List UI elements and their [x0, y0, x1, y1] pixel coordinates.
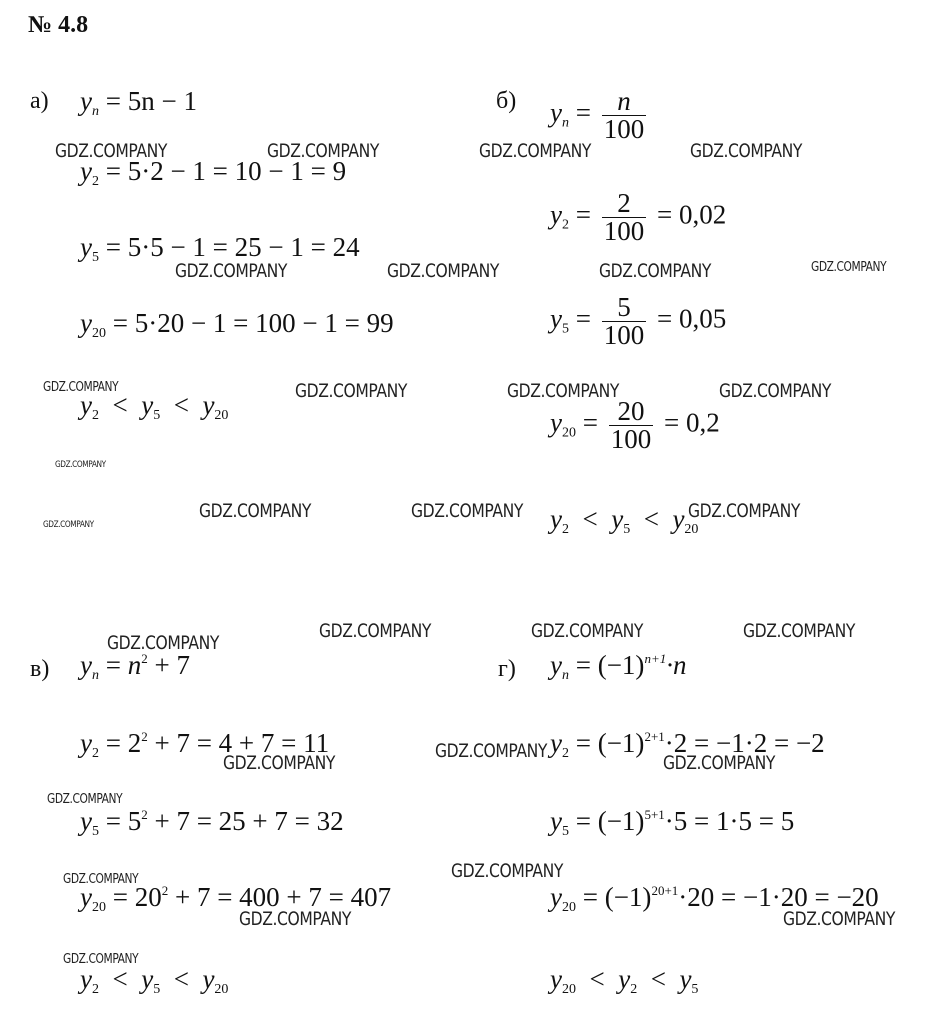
watermark: GDZ.COMPANY [43, 520, 94, 530]
watermark: GDZ.COMPANY [43, 380, 119, 395]
part-v-line-1: $y_2 = 2^2 + 7 = 4 + 7 = 11$ [80, 728, 330, 761]
watermark: GDZ.COMPANY [719, 380, 832, 402]
part-v-line-2: $y_5 = 5^2 + 7 = 25 + 7 = 32$ [80, 806, 344, 839]
watermark: GDZ.COMPANY [688, 500, 801, 522]
watermark: GDZ.COMPANY [55, 460, 106, 470]
watermark: GDZ.COMPANY [663, 752, 776, 774]
part-a-line-1: $y_2 = 5\cdot 2 - 1 = 10 - 1 = 9$ [80, 156, 347, 189]
part-b-label: б) [496, 88, 517, 114]
watermark: GDZ.COMPANY [175, 260, 288, 282]
watermark: GDZ.COMPANY [223, 752, 336, 774]
watermark: GDZ.COMPANY [63, 952, 139, 967]
watermark: GDZ.COMPANY [743, 620, 856, 642]
watermark: GDZ.COMPANY [199, 500, 312, 522]
part-a-line-3: $y_{20} = 5\cdot 20 - 1 = 100 - 1 = 99$ [80, 308, 394, 341]
part-b-line-2: $y_5$ = $\frac{5}{100}$ = 0,05 [550, 292, 727, 350]
watermark: GDZ.COMPANY [599, 260, 712, 282]
watermark: GDZ.COMPANY [319, 620, 432, 642]
part-a-formula: $y_n = 5n - 1$ [80, 86, 197, 119]
watermark: GDZ.COMPANY [107, 632, 220, 654]
part-v-comparison: $y_2 < y_5 < y_{20}$ [80, 964, 229, 997]
part-a-comparison: $y_2 < y_5 < y_{20}$ [80, 390, 229, 423]
part-v-formula: $y_n = n^2 + 7$ [80, 650, 190, 683]
part-v-line-3: $y_{20} = 20^2 + 7 = 400 + 7 = 407$ [80, 882, 392, 915]
watermark: GDZ.COMPANY [435, 740, 548, 762]
watermark: GDZ.COMPANY [690, 140, 803, 162]
watermark: GDZ.COMPANY [47, 792, 123, 807]
part-g-label: г) [498, 656, 516, 682]
part-v-label: в) [30, 656, 50, 682]
watermark: GDZ.COMPANY [239, 908, 352, 930]
watermark: GDZ.COMPANY [267, 140, 380, 162]
watermark: GDZ.COMPANY [783, 908, 896, 930]
watermark: GDZ.COMPANY [63, 872, 139, 887]
part-g-line-3: $y_{20} = (-1)^{20+1}\cdot 20 = -1\cdot 20 = -20$ [550, 882, 879, 915]
watermark: GDZ.COMPANY [295, 380, 408, 402]
page-title: № 4.8 [28, 12, 89, 38]
part-g-line-1: $y_2 = (-1)^{2+1}\cdot 2 = -1\cdot 2 = -2$ [550, 728, 825, 761]
part-b-comparison: $y_2 < y_5 < y_{20}$ [550, 504, 699, 537]
watermark: GDZ.COMPANY [507, 380, 620, 402]
part-b-line-1: $y_2$ = $\frac{2}{100}$ = 0,02 [550, 188, 727, 246]
watermark: GDZ.COMPANY [387, 260, 500, 282]
part-b-line-3: $y_{20}$ = $\frac{20}{100}$ = 0,2 [550, 396, 720, 454]
part-g-comparison: $y_{20} < y_2 < y_5$ [550, 964, 699, 997]
part-a-line-2: $y_5 = 5\cdot 5 - 1 = 25 - 1 = 24$ [80, 232, 360, 265]
part-g-formula: $y_n = (-1)^{n+1}\cdot n$ [550, 650, 687, 683]
watermark: GDZ.COMPANY [531, 620, 644, 642]
watermark: GDZ.COMPANY [411, 500, 524, 522]
part-a-label: а) [30, 88, 49, 114]
watermark: GDZ.COMPANY [811, 260, 887, 275]
part-b-formula: $y_n$ = $\frac{n}{100}$ [550, 86, 645, 144]
watermark: GDZ.COMPANY [55, 140, 168, 162]
part-g-line-2: $y_5 = (-1)^{5+1}\cdot 5 = 1\cdot 5 = 5$ [550, 806, 795, 839]
watermark: GDZ.COMPANY [479, 140, 592, 162]
watermark: GDZ.COMPANY [451, 860, 564, 882]
